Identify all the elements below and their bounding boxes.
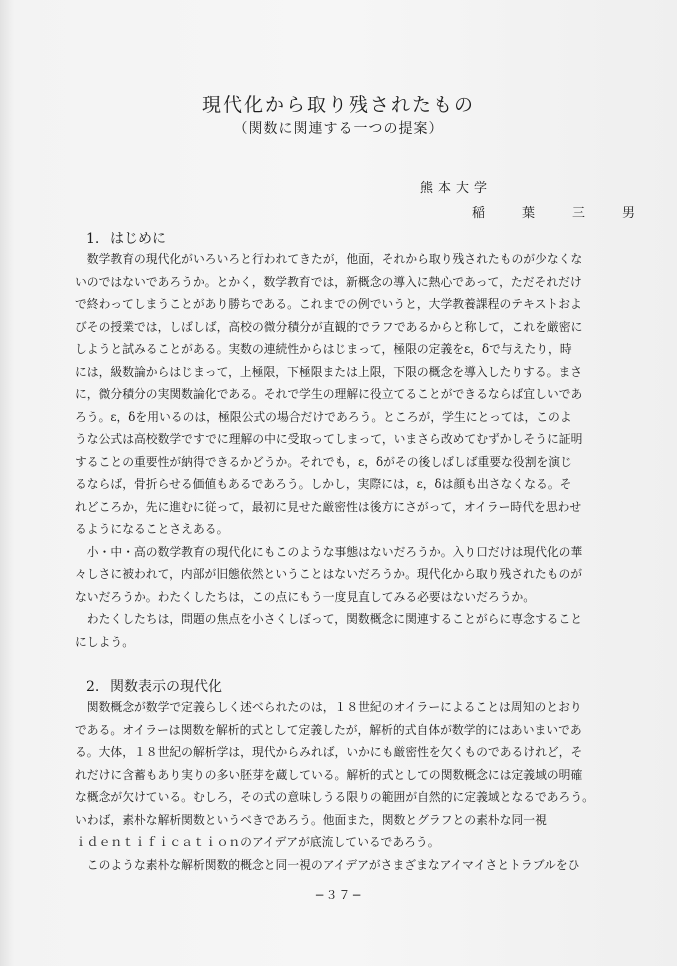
author-affiliation: 熊本大学	[420, 181, 493, 196]
section-title: はじめに	[110, 231, 166, 247]
paper-subtitle: （関数に関連する一つの提案）	[233, 121, 444, 137]
text-line: 数学教育の現代化がいろいろと行われてきたが，他面，それから取り残されたものが少なくな	[86, 252, 583, 266]
text-line: には，級数論からはじまって，上極限，下極限または上限，下限の概念を導入したりする。まさ	[75, 364, 583, 379]
paragraph	[75, 248, 605, 541]
text-line: ないだろうか。わたくしたちは，この点にもう一度見直してみる必要はないだろうか。	[75, 589, 536, 604]
text-line: で終わってしまうことがあり勝ちである。これまでの例でいうと，大学教養課程のテキストおよ	[75, 297, 582, 311]
text-line: れどころか，先に進むに従って，最初に見せた厳密性は後方にさがって，オイラー時代を思わせ	[75, 499, 582, 514]
text-line: ｉｄｅｎｔｉｆｉｃａｔｉｏｎのアイデアが底流しているであろう。	[75, 835, 440, 849]
text-line: る。大体，１８世紀の解析学は，現代からみれば，いかにも厳密性を欠くものであるけれど，そ	[75, 745, 583, 759]
paragraph	[75, 608, 605, 653]
text-line: いのではないであろうか。とかく，数学教育では，新概念の導入に熱心であって，ただそれだけ	[75, 274, 582, 289]
text-line: である。オイラーは関数を解析的式として定義したが，解析的式自体が数学的にはあいまいであ	[75, 722, 582, 737]
text-line: 々しさに被われて，内部が旧態依然ということはないだろうか。現代化から取り残されたものが	[75, 567, 583, 581]
text-line: れだけに含蓄もあり実りの多い胚芽を蔵している。解析的式としての関数概念には定義域の明確	[75, 767, 583, 782]
text-line: な概念が欠けている。むしろ，その式の意味しうる限りの範囲が自然的に定義域となるであろう。	[75, 790, 594, 804]
section-1-body	[75, 248, 605, 653]
text-line: に，微分積分の実関数論化である。それで学生の理解に役立てることができるならば宜しいであ	[75, 387, 583, 401]
paragraph	[75, 696, 605, 854]
page-number: −３７−	[314, 888, 363, 902]
text-line: 小・中・高の数学教育の現代化にもこのような事態はないだろうか。入り口だけは現代化の華	[86, 544, 583, 559]
paragraph	[75, 541, 605, 609]
text-line: することの重要性が納得できるかどうか。それでも，ε，δがその後しばしば重要な役割を演じ	[75, 454, 572, 469]
paper-title: 現代化から取り残されたもの	[201, 94, 475, 116]
section-1-heading	[86, 228, 166, 248]
text-line: 関数概念が数学で定義らしく述べられたのは，１８世紀のオイラーによることは周知のとおり	[86, 700, 582, 714]
text-line: びその授業では，しばしば，高校の微分積分が直観的でラフであるからと称して，これを厳密に	[75, 319, 583, 334]
text-line: るならば，骨折らせる価値もあるであろう。しかし，実際には，ε，δは顔も出さなくなる。そ	[75, 477, 572, 491]
text-line: ろう。ε，δを用いるのは，極限公式の場合だけであろう。ところが，学生にとっては，このよ	[75, 409, 572, 424]
section-2-body	[75, 696, 605, 876]
text-line: しようと試みることがある。実数の連続性からはじまって，極限の定義をε，δで与えたり，時	[75, 342, 572, 356]
author-name: 稲 葉 三 男	[472, 206, 648, 221]
section-title: 関数表示の現代化	[110, 679, 222, 695]
text-line: このような素朴な解析関数的概念と同一視のアイデアがさまざまなアイマイさとトラブルをひ	[86, 857, 580, 872]
text-line: いわば，素朴な解析関数というべきであろう。他面また，関数とグラフとの素朴な同一視	[75, 812, 547, 827]
section-number: 1.	[86, 231, 100, 247]
text-line: にしよう。	[75, 634, 134, 649]
section-number: 2.	[86, 679, 100, 695]
section-2-heading	[86, 676, 222, 696]
text-line: わたくしたちは，問題の焦点を小さくしぼって，関数概念に関連することがらに専念すること	[86, 612, 583, 626]
text-line: るようになることさえある。	[75, 522, 229, 536]
text-line: うな公式は高校数学ですでに理解の中に受取ってしまって，いまさら改めてむずかしそうに証明	[75, 432, 583, 446]
paragraph	[75, 854, 605, 877]
